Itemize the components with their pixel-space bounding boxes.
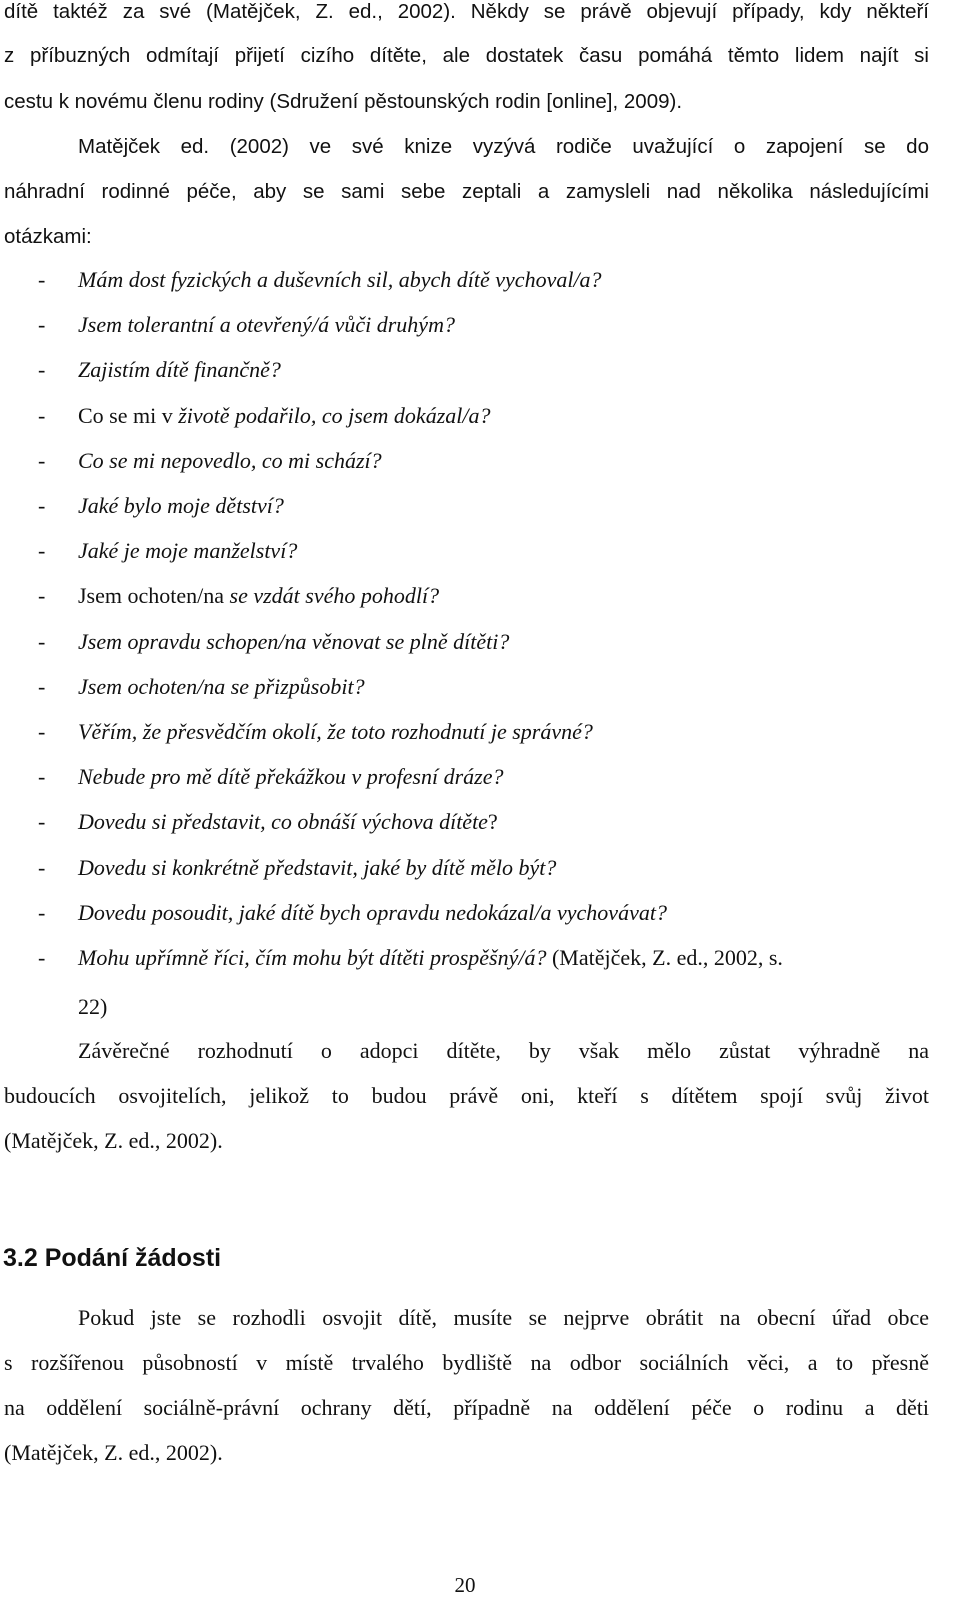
question-text: Jaké bylo moje dětství? (78, 493, 284, 518)
question-text-roman: Jsem ochoten/na (78, 583, 230, 609)
question-list-item (38, 446, 382, 476)
question-list-item (38, 807, 498, 837)
list-dash: - (38, 312, 46, 338)
question-text: Jsem ochoten/na se přizpůsobit? (78, 673, 365, 699)
paragraph-line: Závěrečné rozhodnutí o adopci dítěte, by však mělo zůstat výhradně na (78, 1038, 929, 1063)
question-text: Co se mi nepovedlo, co mi schází? (78, 447, 382, 473)
question-list-item (38, 536, 297, 566)
question-text: životě podařilo, co jsem dokázal/a? (178, 402, 491, 428)
paragraph-line: Matějček ed. (2002) ve své knize vyzývá rodiče uvažující o zapojení se do (78, 135, 929, 158)
question-list-item (38, 943, 783, 973)
list-dash: - (38, 719, 46, 744)
question-text: se vzdát svého pohodlí? (229, 583, 440, 609)
list-dash: - (38, 854, 46, 880)
list-dash: - (38, 493, 46, 518)
list-dash: - (38, 945, 46, 970)
paragraph-line: cestu k novému členu rodiny (Sdružení pěstounských rodin [online], 2009). (4, 90, 683, 113)
question-text: Jsem opravdu schopen/na věnovat se plně dítěti? (78, 628, 510, 654)
question-text: Zajistím dítě finančně? (78, 357, 281, 383)
list-dash: - (38, 267, 46, 292)
question-text: Jsem tolerantní a otevřený/á vůči druhým? (78, 312, 455, 338)
question-list-item (38, 265, 602, 295)
question-list-item (38, 853, 556, 883)
question-citation: (Matějček, Z. ed., 2002, s. (546, 945, 783, 970)
question-text: Dovedu posoudit, jaké dítě bych opravdu nedokázal/a vychovávat? (78, 899, 667, 925)
paragraph-line: náhradní rodinné péče, aby se sami sebe zeptali a zamysleli nad několika následujícími (4, 180, 929, 203)
list-dash: - (38, 899, 46, 925)
list-dash: - (38, 764, 46, 790)
question-list-item (38, 355, 281, 385)
paragraph-line: otázkami: (4, 225, 92, 248)
page-number: 20 (454, 1573, 476, 1597)
paragraph-line: budoucích osvojitelích, jelikož to budou právě oni, kteří s dítětem spojí svůj život (4, 1083, 929, 1108)
question-text: Mohu upřímně říci, čím mohu být dítěti prospěšný/á? (78, 945, 547, 970)
question-text-roman: Co se mi v (78, 402, 179, 428)
paragraph-line: na oddělení sociálně-právní ochrany dětí, případně na oddělení péče o rodinu a děti (4, 1395, 929, 1420)
paragraph-line: Pokud jste se rozhodli osvojit dítě, musíte se nejprve obrátit na obecní úřad obce (78, 1305, 929, 1330)
question-text: Dovedu si konkrétně představit, jaké by dítě mělo být? (78, 854, 557, 880)
question-list-item (38, 717, 593, 747)
section-heading: 3.2 Podání žádosti (3, 1244, 222, 1272)
paragraph-line: (Matějček, Z. ed., 2002). (4, 1440, 223, 1465)
question-list-item (38, 581, 439, 611)
list-dash: - (38, 673, 46, 699)
question-list-item (38, 672, 365, 702)
question-list-item (38, 401, 490, 431)
paragraph-line: s rozšířenou působností v místě trvalého bydliště na odbor sociálních věci, a to přesně (4, 1350, 929, 1375)
list-dash: - (38, 628, 46, 654)
paragraph-line: dítě taktéž za své (Matějček, Z. ed., 2002). Někdy se právě objevují případy, kdy někteří (4, 0, 929, 23)
list-dash: - (38, 357, 46, 383)
question-list-item (38, 762, 503, 792)
paragraph-line: z příbuzných odmítají přijetí cizího dítěte, ale dostatek času pomáhá těmto lidem najít si (4, 44, 929, 67)
question-list-item (38, 627, 509, 657)
question-citation: ? (487, 809, 498, 835)
paragraph-line: (Matějček, Z. ed., 2002). (4, 1128, 223, 1153)
list-dash: - (38, 447, 46, 473)
question-text: Mám dost fyzických a duševních sil, abych dítě vychoval/a? (78, 267, 602, 292)
question-list-item (38, 491, 284, 521)
list-dash: - (38, 538, 46, 564)
question-text: Nebude pro mě dítě překážkou v profesní dráze? (78, 764, 504, 790)
question-text: Dovedu si představit, co obnáší výchova dítěte (78, 809, 488, 835)
question-text: Jaké je moje manželství? (78, 538, 298, 564)
list-dash: - (38, 583, 46, 609)
citation-continuation: 22) (78, 994, 108, 1019)
question-list-item (38, 898, 667, 928)
question-text: Věřím, že přesvědčím okolí, že toto rozhodnutí je správné? (78, 719, 593, 744)
list-dash: - (38, 809, 46, 835)
question-list-item (38, 310, 455, 340)
list-dash: - (38, 402, 46, 428)
